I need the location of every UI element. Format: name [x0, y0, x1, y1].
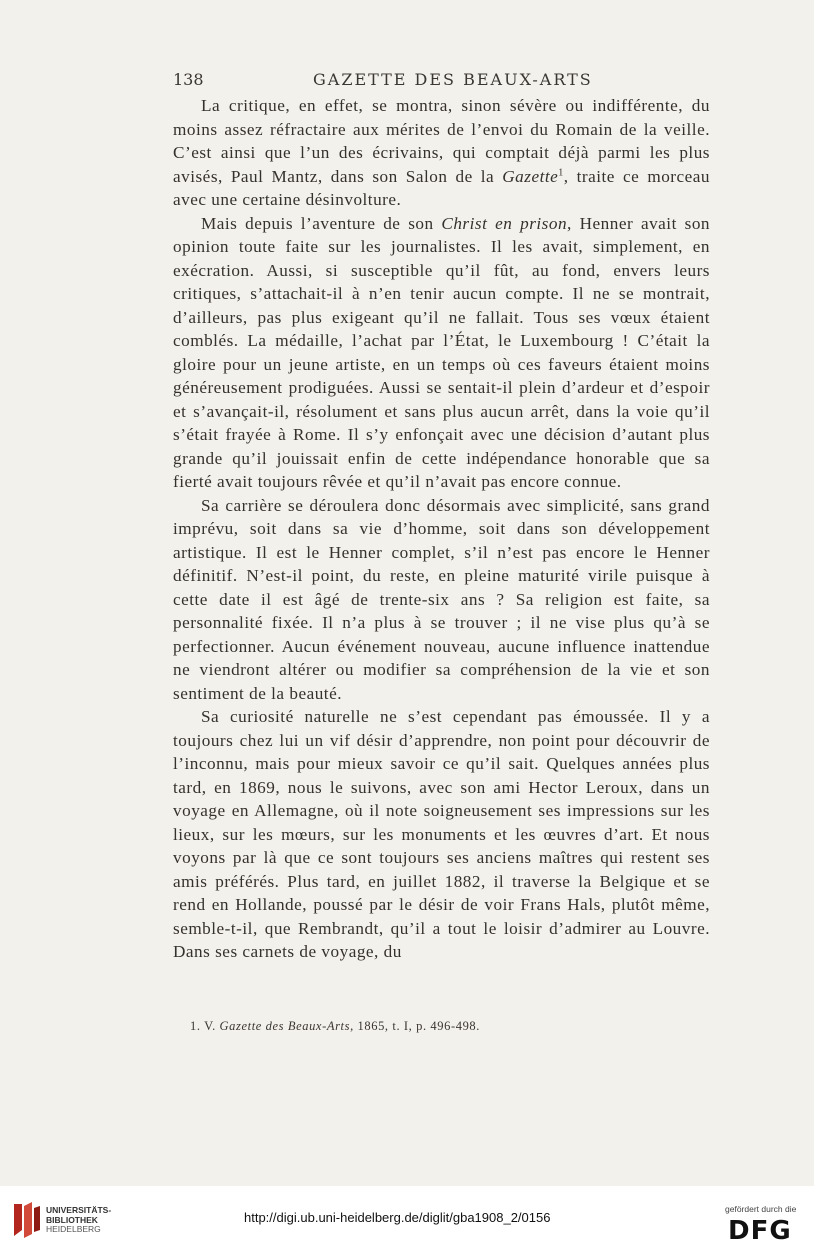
funding-note: gefördert durch die [725, 1204, 797, 1214]
paragraph: La critique, en effet, se montra, sinon sévère ou indifférente, du moins assez réfractaire aux mérites de l’envoi du Romain de la veille. C’est ainsi que l’un des écrivains, qui comptait déjà parmi les plus avisés, Paul Mantz, dans son Salon de la Gazette$^1$, traite ce morceau avec une certaine désinvolture. [173, 96, 710, 209]
page-number: 138 [173, 70, 204, 89]
paragraph: Mais depuis l’aventure de son Christ en prison, Henner avait son opinion toute faite sur les journalistes. Il les avait, simplement, en exécration. Aussi, si susceptible qu’il fût, au fond, envers leurs critiques, s’attachait-il à n’en tenir aucun compte. Il ne se montrait, d’ailleurs, pas plus exigeant qu’il ne fallait. Tous ses vœux étaient comblés. La médaille, l’achat par l’État, le Luxembourg ! C’était la gloire pour un jeune artiste, en un temps où ces faveurs étaient moins généreusement prodiguées. Aussi se sentait-il plein d’ardeur et d’espoir et s’avançait-il, résolument et sans plus aucun arrêt, dans la voie qu’il s’était frayée à Rome. Il s’y enfonçait avec une décision d’autant plus grande qu’il jouissait enfin de cette indépendance honorable que sa fierté avait toujours rêvée et qu’il n’avait pas encore connue. [173, 213, 711, 491]
paragraph: Sa carrière se déroulera donc désormais avec simplicité, sans grand imprévu, soit dans sa vie d’homme, soit dans son développement artistique. Il est le Henner complet, s’il n’est pas encore le Henner définitif. N’est-il point, du reste, en pleine maturité virile puisque à cette date il est âgé de trente-six ans ? Sa religion est faite, sa personnalité fixée. Il n’a plus à se trouver ; il ne vise plus qu’à se perfectionner. Aucun événement nouveau, aucune influence inattendue ne viendront altérer ou modifier sa compréhension de la vie et son sentiment de la beauté. [173, 495, 710, 703]
body-text [173, 94, 710, 964]
digitization-footer [0, 1186, 814, 1252]
university-library-logo-icon [10, 1200, 42, 1240]
source-url-link[interactable]: http://digi.ub.uni-heidelberg.de/diglit/gba1908_2/0156 [244, 1210, 551, 1225]
dfg-logo: DFG [728, 1216, 792, 1246]
footnote-ref: 1 [558, 166, 564, 178]
footnote: 1. V. Gazette des Beaux-Arts, 1865, t. I, p. 496-498. [190, 1019, 481, 1033]
paragraph: Sa curiosité naturelle ne s’est cependant pas émoussée. Il y a toujours chez lui un vif désir d’apprendre, non point pour découvrir de l’inconnu, mais pour mieux savoir ce qu’il sait. Quelques années plus tard, en 1869, nous le suivons, avec son ami Hector Leroux, dans un voyage en Allemagne, où il note soigneusement ses impressions sur les lieux, sur les mœurs, sur les monuments et les œuvres d’art. Et nous voyons par là que ce sont toujours ses anciens maîtres qui restent ses amis préférés. Plus tard, en juillet 1882, il traverse la Belgique et se rend en Hollande, poussé par le désir de voir Frans Hals, plutôt même, semble-t-il, que Rembrandt, qu’il a tout le loisir d’admirer au Louvre. Dans ses carnets de voyage, du [173, 707, 710, 961]
running-title: GAZETTE DES BEAUX-ARTS [313, 70, 593, 89]
library-name: UNIVERSITÄTS- BIBLIOTHEK HEIDELBERG [46, 1205, 112, 1234]
